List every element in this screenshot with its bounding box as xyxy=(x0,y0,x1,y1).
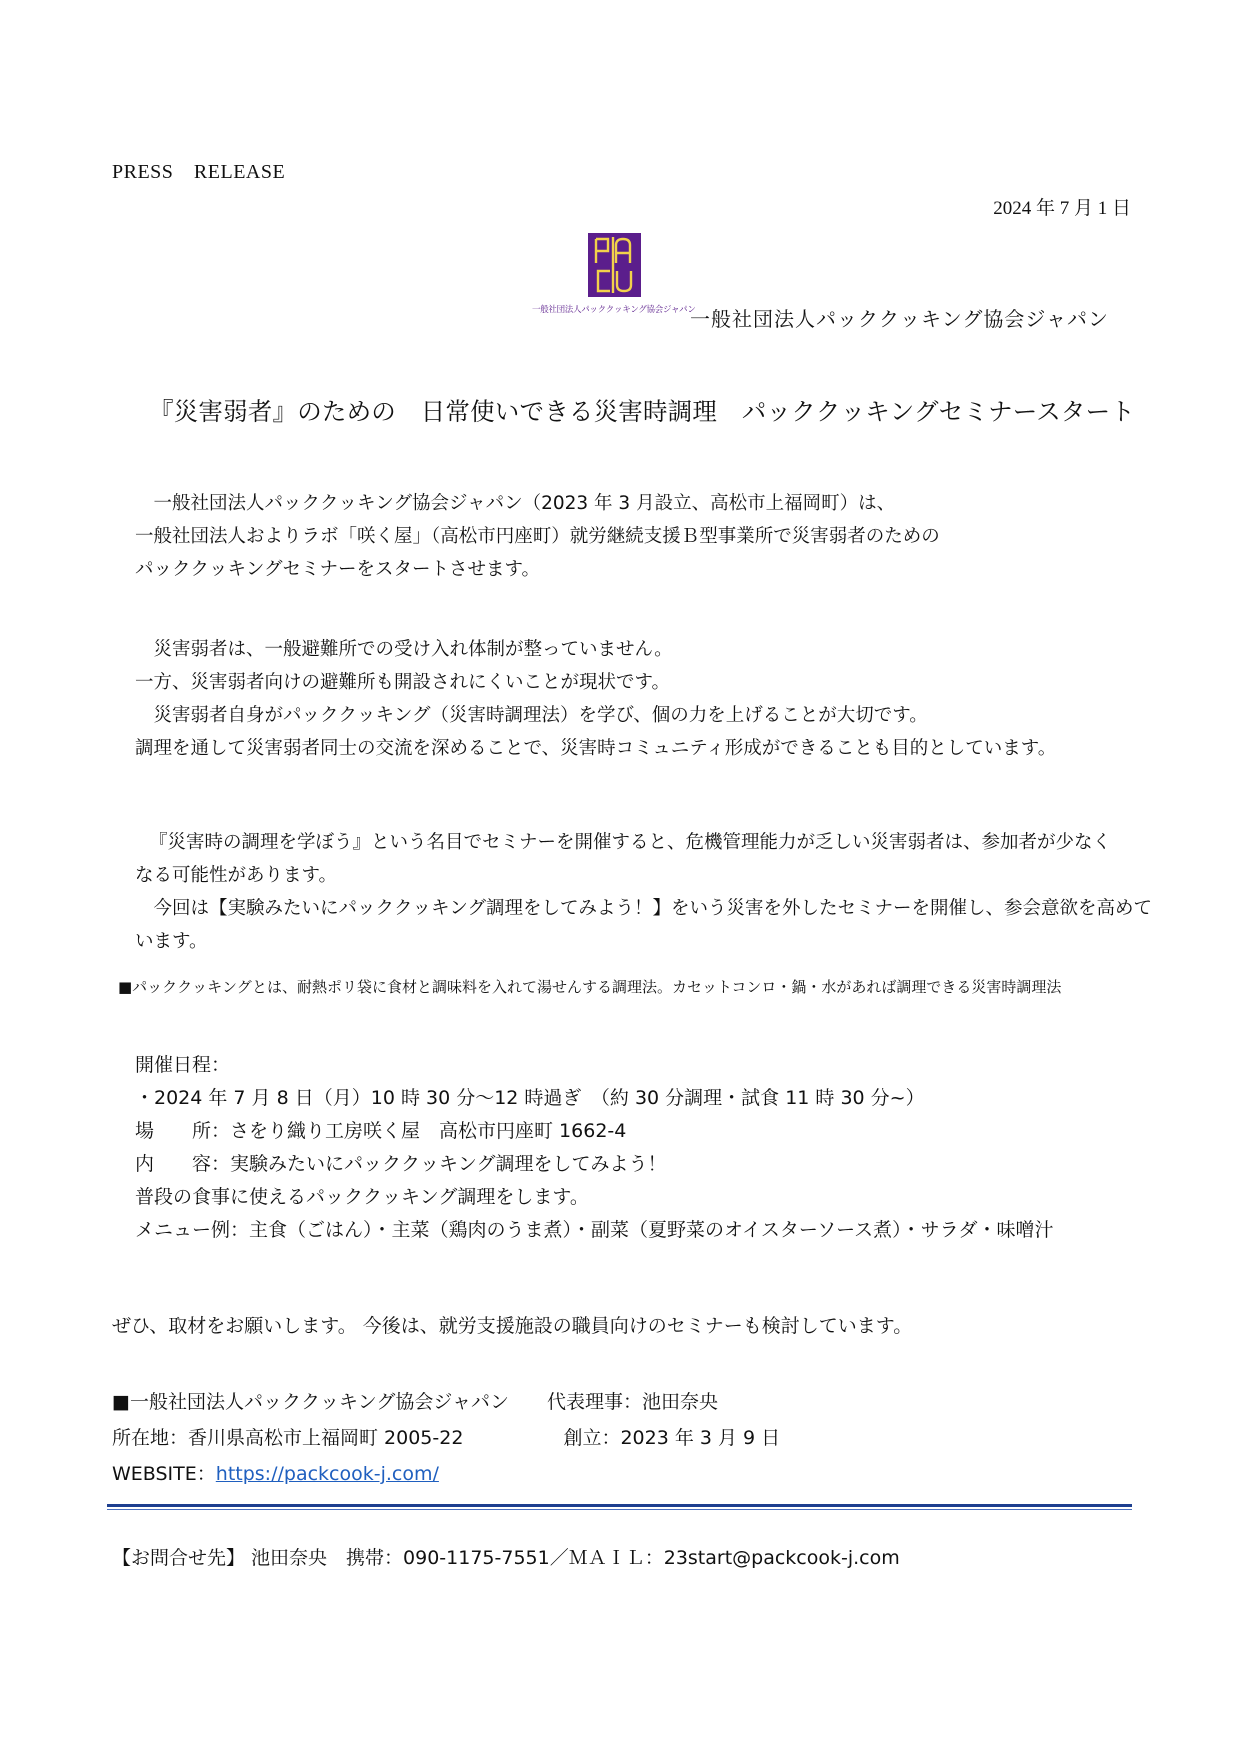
intro-line: 一般社団法人パッククッキング協会ジャパン（2023 年 3 月設立、高松市上福岡町）は、 xyxy=(135,493,896,514)
event-venue-row xyxy=(135,1115,1053,1148)
organization-founded: 創立：2023 年 3 月 9 日 xyxy=(563,1427,781,1449)
organization-logo xyxy=(588,233,641,297)
background-line: 災害弱者は、一般避難所での受け入れ体制が整っていません。 xyxy=(135,639,673,660)
content-value: 実験みたいにパッククッキング調理をしてみよう！ xyxy=(230,1153,667,1175)
background-paragraph xyxy=(135,633,1056,765)
details-heading: 開催日程： xyxy=(135,1054,231,1076)
event-content-row xyxy=(135,1148,1053,1181)
approach-line: なる可能性があります。 xyxy=(135,865,338,886)
website-label: WEBSITE： xyxy=(112,1463,216,1485)
intro-paragraph xyxy=(135,487,940,586)
event-content-sub: 普段の食事に使えるパッククッキング調理をします。 xyxy=(135,1186,589,1208)
approach-line: 今回は【実験みたいにパッククッキング調理をしてみよう！】をいう災害を外したセミナーを開催し、参会意欲を高めて xyxy=(135,898,1152,919)
event-details xyxy=(135,1049,1053,1247)
logo-mark-icon xyxy=(588,233,641,297)
approach-paragraph xyxy=(135,826,1152,958)
content-label: 内 容： xyxy=(135,1153,231,1175)
divider-line-thin xyxy=(107,1509,1132,1510)
website-link[interactable]: https://packcook-j.com/ xyxy=(215,1463,439,1485)
venue-value: さをり織り工房咲く屋 高松市円座町 1662-4 xyxy=(230,1120,627,1142)
closing-statement: ぜひ、取材をお願いします。 今後は、就労支援施設の職員向けのセミナーも検討しています。 xyxy=(112,1315,913,1337)
contact-info: 【お問合せ先】 池田奈央 携帯：090-1175-7551／ＭＡＩＬ：23start@packcook-j.com xyxy=(112,1547,900,1569)
approach-line: 『災害時の調理を学ぼう』という名目でセミナーを開催すると、危機管理能力が乏しい災害弱者は、参加者が少なく xyxy=(149,832,1112,853)
event-menu: メニュー例：主食（ごはん）・主菜（鶏肉のうま煮）・副菜（夏野菜のオイスターソース煮）・サラダ・味噌汁 xyxy=(135,1219,1054,1241)
venue-label: 場 所： xyxy=(135,1120,231,1142)
intro-line: パッククッキングセミナーをスタートさせます。 xyxy=(135,559,540,580)
organization-name: 一般社団法人パッククッキング協会ジャパン xyxy=(690,309,1109,331)
document-title: 『災害弱者』のための 日常使いできる災害時調理 パッククッキングセミナースタート xyxy=(149,397,1136,426)
background-line: 一方、災害弱者向けの避難所も開設されにくいことが現状です。 xyxy=(135,672,671,693)
intro-line: 一般社団法人およりラボ「咲く屋」（高松市円座町）就労継続支援Ｂ型事業所で災害弱者のための xyxy=(135,526,940,547)
organization-info xyxy=(112,1384,780,1492)
divider-line xyxy=(107,1504,1132,1507)
background-line: 災害弱者自身がパッククッキング（災害時調理法）を学び、個の力を上げることが大切です。 xyxy=(135,705,928,726)
organization-address-row xyxy=(112,1420,780,1456)
press-release-label: PRESS RELEASE xyxy=(112,161,286,183)
organization-name-line: ■一般社団法人パッククッキング協会ジャパン 代表理事：池田奈央 xyxy=(112,1391,719,1413)
organization-address: 所在地：香川県高松市上福岡町 2005-22 xyxy=(112,1427,464,1449)
release-date: 2024 年 7 月 1 日 xyxy=(993,198,1131,219)
event-schedule: ・2024 年 7 月 8 日（月）10 時 30 分～12 時過ぎ （約 30 分調理・試食 11 時 30 分~） xyxy=(135,1087,925,1109)
logo-caption: 一般社団法人パッククッキング協会ジャパン xyxy=(532,305,696,315)
approach-line: います。 xyxy=(135,931,208,952)
pack-cooking-note: ■パッククッキングとは、耐熱ポリ袋に食材と調味料を入れて湯せんする調理法。カセットコンロ・鍋・水があれば調理できる災害時調理法 xyxy=(118,978,1062,996)
background-line: 調理を通して災害弱者同士の交流を深めることで、災害時コミュニティ形成ができることも目的としています。 xyxy=(135,738,1057,759)
website-row xyxy=(112,1456,780,1492)
